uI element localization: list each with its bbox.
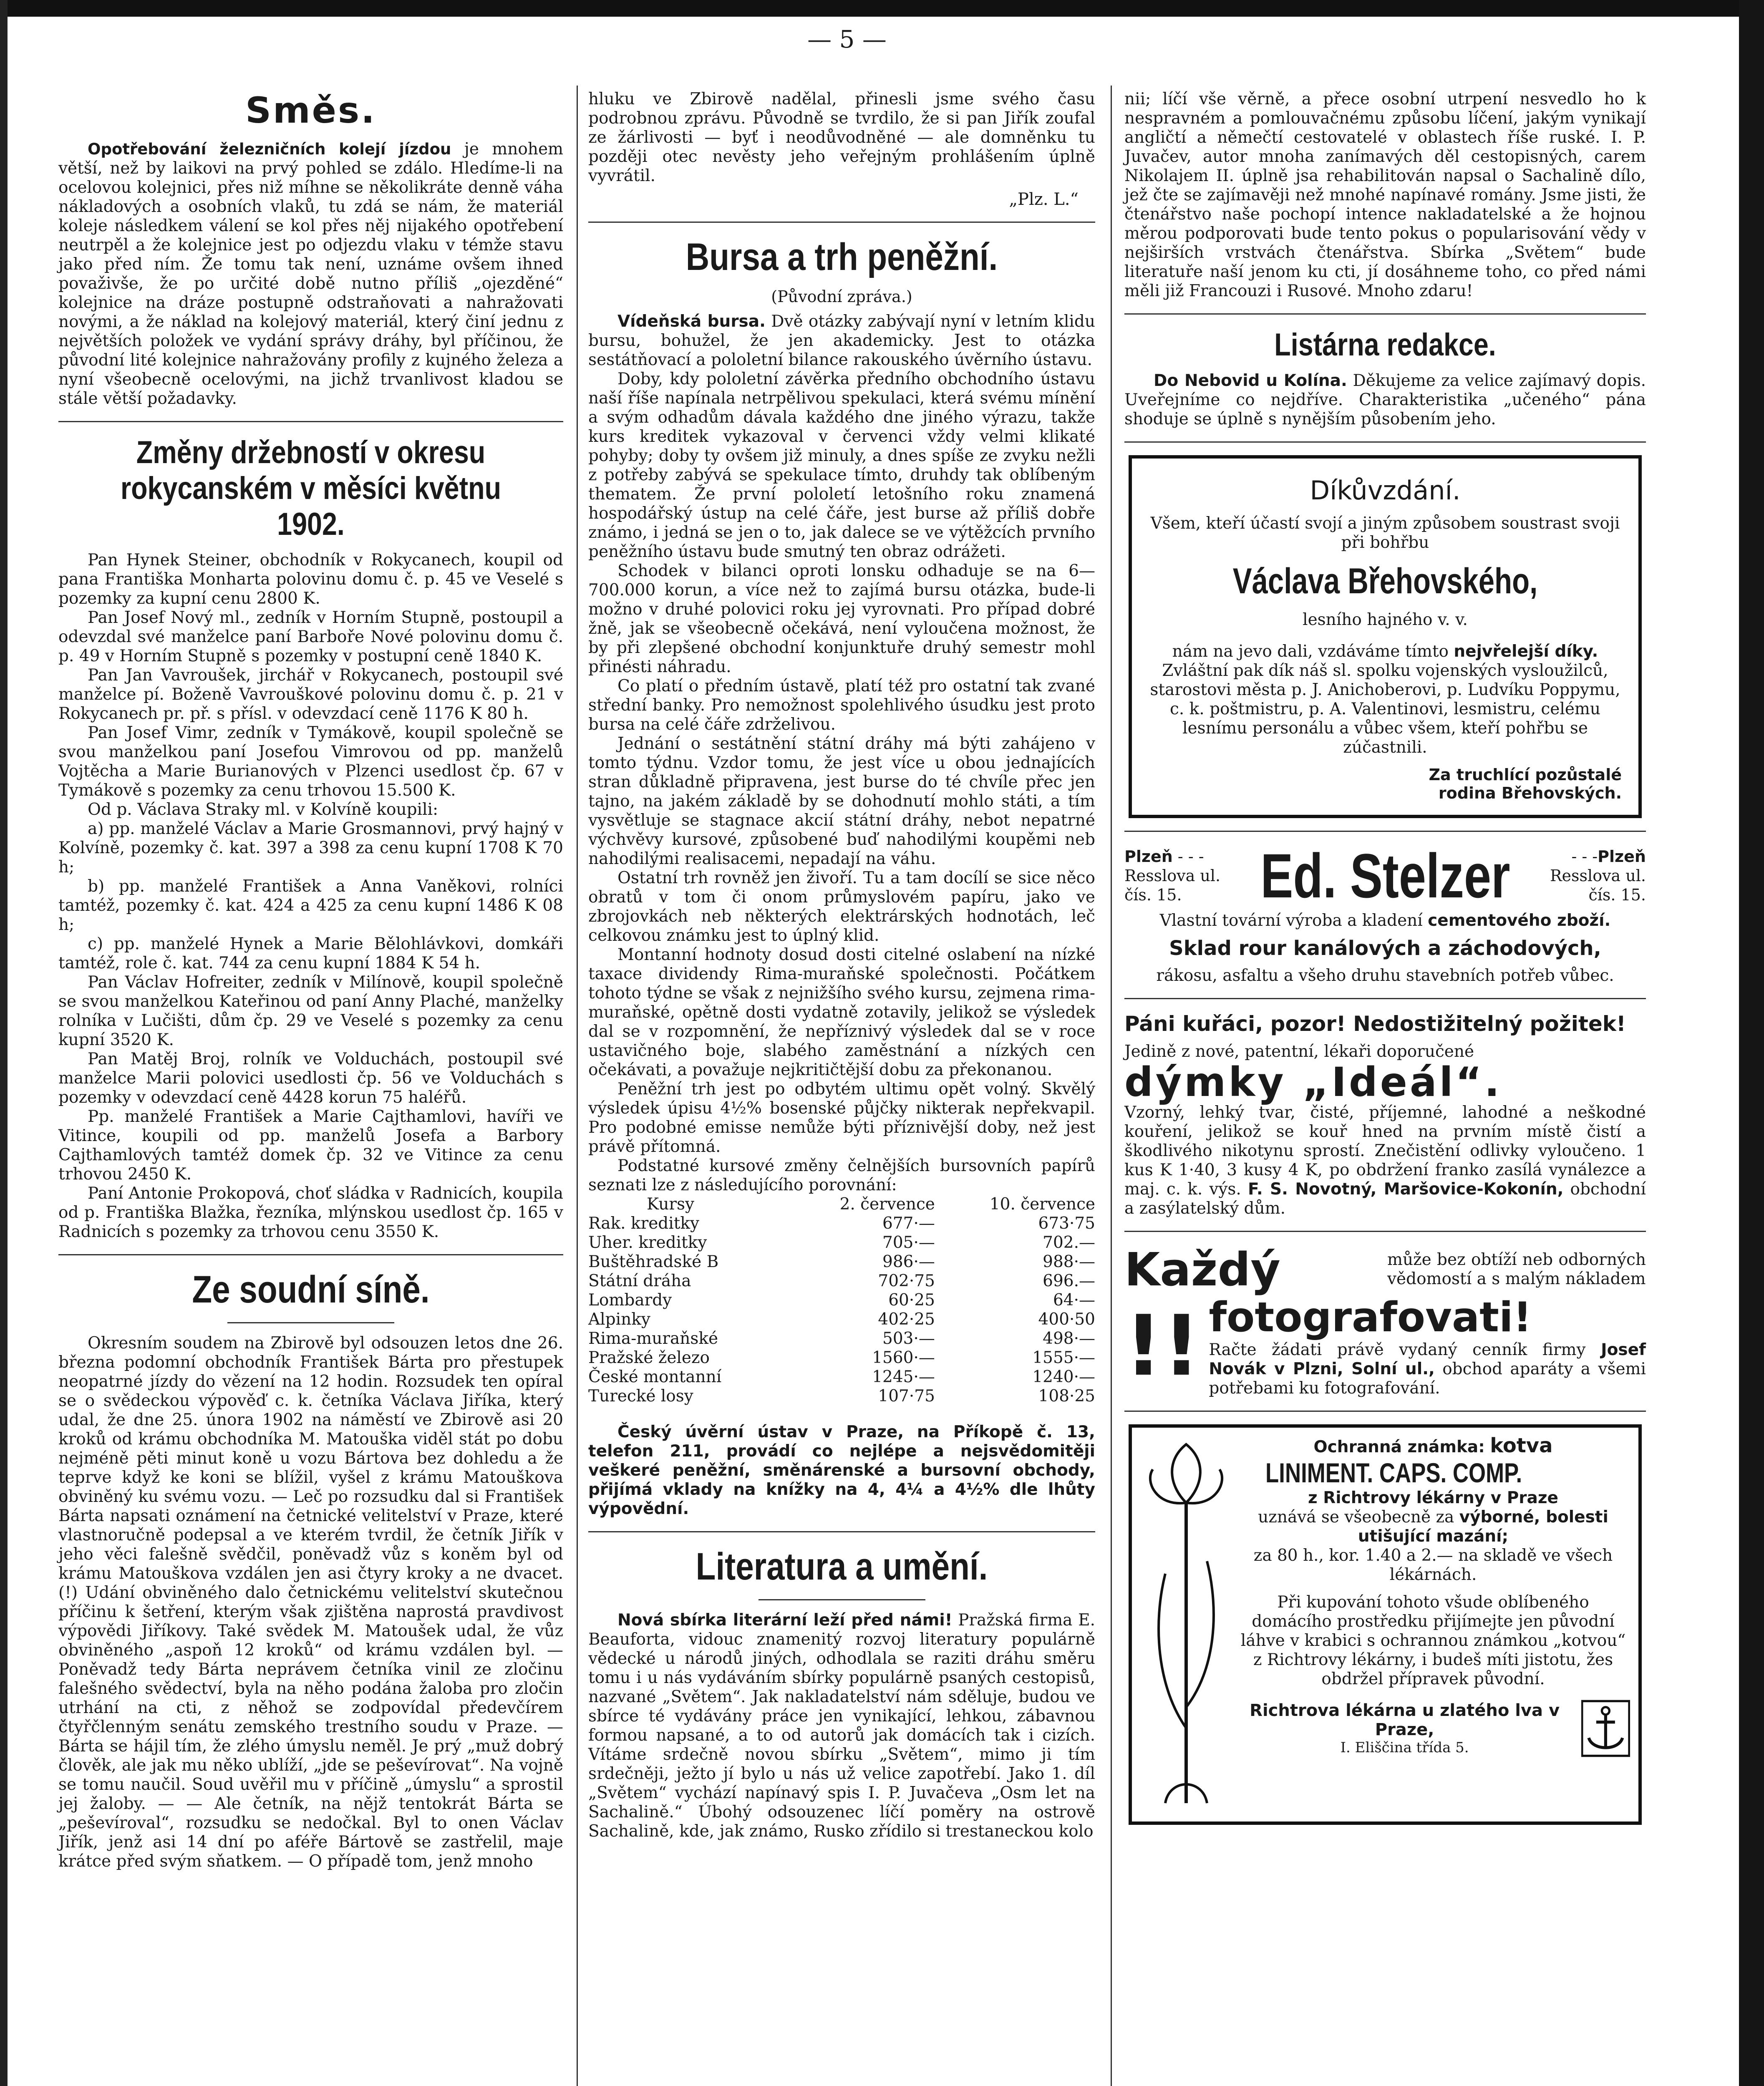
divider — [588, 1531, 1095, 1532]
kursy-value-cell: 503·— — [882, 1329, 935, 1348]
liniment-text3: Při kupování tohoto všude oblíbeného domácího prostředku přijímejte jen původní láhve v krabici s ochrannou známkou „kotvou“ z Richtrovy lékárny, i budeš míti jistotu, žes obdržel přípravek původní. — [1240, 1593, 1626, 1688]
liniment-text1-a: uznává se všeobecně za — [1258, 1508, 1454, 1527]
stelzer-line1 — [1124, 911, 1646, 930]
kursy-name-cell: Buštěhradské B — [588, 1252, 719, 1271]
literatura-text: Pražská firma E. Beaufortа, vidouc znamenitý rozvoj literatury populárně vědecké u národů jiných, odhodlala se raziti dráhu směru tomu i u nás vydáváním sbírky populárně psaných cestopisů, nazvané „Světem“. Jak nakladatelství nám sděluje, budou ve sbírce té vydávány práce jen vynikající, lehkou, zábavnou formou napsané, a to od autorů jak domácích tak i cizích. Vítáme srdečně novou sbírku „Světem“, mimo ji tím srdečněji, ježto jí bylo u nás už velice zapotřebí. Jako 1. díl „Světem“ vychází napínavý spis I. P. Juvačeva „Osm let na Sachalině.“ Úbohý odsouzenec líčí poměry na ostrově Sachalině, kde, jak známo, Rusko zřídilo si trestaneckou kolo — [588, 1611, 1095, 1841]
kursy-body — [588, 1214, 1095, 1406]
kursy-row — [588, 1329, 1095, 1348]
stelzer-right-city: Plzeň — [1598, 847, 1646, 866]
section-title-smes: Směs. — [245, 90, 376, 131]
zmeny-paragraph: Pan Václav Hofreiter, zedník v Milínově, koupil společně se svou manželkou Kateřinou od paní Anny Plaché, manželky rolníka v Lučišti, dům čp. 29 ve Veselé s pozemky za cenu kupní 3520 K. — [58, 973, 563, 1049]
kursy-value-cell: 107·75 — [878, 1387, 935, 1406]
bank-lead: Český úvěrní ústav v Praze, — [617, 1423, 904, 1441]
section-title-bursa: Bursa a trh peněžní. — [685, 236, 998, 278]
kursy-value-cell: 988·— — [1043, 1252, 1095, 1271]
column-rule-1 — [577, 86, 578, 2086]
stelzer-big: Sklad rour kanálových a záchodových, — [1169, 937, 1601, 960]
kursy-row — [588, 1348, 1095, 1368]
column-3 — [1124, 90, 1646, 1833]
stelzer-line2: rákosu, asfaltu a všeho druhu stavebních potřeb vůbec. — [1156, 966, 1614, 985]
article-rails-lead: Opotřebování železničních kolejí jízdou — [88, 140, 451, 158]
kursy-value-cell: 1240·— — [1032, 1368, 1095, 1386]
bursa-paragraph: Montanní hodnoty dosud dosti citelné oslabení na nízké taxace dividendy Rima-muraňské společnosti. Počátkem tohoto týdne se však z nejnižšího svého kursu, zejmena rima-muraňské, opětně dosti vydatně zotavily, jelikož se výsledek dal se v rozpomnění, že nepříznivý výsledek dal se v roce ustavičného boje, slabého zaměstnání a nízkých cen očekávati, a považuje nejkritičtější dobu za překonanou. — [588, 945, 1095, 1079]
ad-stelzer — [1124, 841, 1646, 985]
kursy-value-cell: 64·— — [1053, 1291, 1095, 1310]
kursy-table — [588, 1195, 1095, 1406]
divider — [1124, 1411, 1646, 1412]
kursy-value-cell: 696.— — [1043, 1272, 1095, 1290]
stelzer-left-num: čís. 15. — [1124, 886, 1182, 904]
bursa-subtitle: (Původní zpráva.) — [771, 287, 912, 306]
section-title-zmeny: Změny držebností v okresu rokycanském v měsíci květnu 1902. — [120, 435, 501, 542]
liniment-address: I. Eliščina třída 5. — [1340, 1739, 1469, 1756]
stelzer-left-city: Plzeň — [1124, 847, 1173, 866]
thanks-notice — [1129, 455, 1642, 818]
kursy-value-cell: 705·— — [882, 1233, 935, 1252]
kursy-row — [588, 1310, 1095, 1329]
divider — [1124, 998, 1646, 999]
section-title-soud: Ze soudní síně. — [192, 1268, 430, 1311]
bank-text: na Příkopě č. 13, telefon 211, provádí co nejlépe a nejsvědomitěji veškeré peněžní, směnárenské a bursovní obchody, přijímá vklady na knížky na 4, 4¼ a 4½% dle lhůty výpovědní. — [588, 1423, 1095, 1518]
kursy-header-cell: 2. července — [839, 1195, 935, 1214]
stelzer-right-street: Resslova ul. — [1550, 867, 1646, 885]
thanks-body — [1149, 642, 1622, 757]
kursy-name-cell: Státní dráha — [588, 1272, 691, 1290]
divider — [1124, 313, 1646, 315]
liniment-from: z Richtrovy lékárny v Praze — [1308, 1489, 1558, 1507]
thanks-signature — [1149, 766, 1622, 802]
ideal-maker: F. S. Novotný, Maršovice-Kokonín, — [1247, 1180, 1564, 1199]
kursy-value-cell: 1245·— — [872, 1368, 935, 1386]
liniment-flower-illustration — [1140, 1436, 1236, 1813]
page-number: — 5 — — [807, 25, 887, 53]
zmeny-paragraph: Pan Josef Vimr, zedník v Tymákově, koupil společně se svou manželkou paní Josefou Vimrovou od pp. manželů Vojtěcha a Marie Burianových v Plzenci usedlost čp. 67 v Tymákově s pozemky za cenu trhovou 15.500 K. — [58, 723, 563, 800]
zmeny-paragraph: Od p. Václava Straky ml. v Kolvíně koupili: — [88, 800, 438, 819]
listarna-entry — [1124, 371, 1646, 429]
kursy-header-cell: 10. července — [989, 1195, 1095, 1214]
stelzer-left-street: Resslova ul. — [1124, 867, 1221, 885]
divider — [1124, 441, 1646, 443]
ideal-intro: Jedině z nové, patentní, lékaři doporučené — [1124, 1042, 1474, 1061]
divider — [58, 1254, 563, 1255]
stelzer-left-address: Plzeň - - - Resslova ul. čís. 15. — [1124, 847, 1221, 904]
thanks-role: lesního hajného v. v. — [1303, 610, 1468, 629]
zmeny-paragraph: Paní Antonie Prokopová, choť sládka v Radnicích, koupila od p. Františka Blažka, řezníka, mlýnskou usedlost čp. 165 v Radnicích s pozemky za trhovou cenu 3550 K. — [58, 1184, 563, 1241]
thanks-body-1: nám na jevo dali, vzdáváme tímto — [1172, 642, 1449, 661]
liniment-name: LINIMENT. CAPS. COMP. — [1265, 1457, 1522, 1488]
foto-firm: Josef Novák v Plzni, Solní ul., — [1209, 1340, 1646, 1378]
divider — [588, 222, 1095, 223]
ad-liniment — [1129, 1424, 1642, 1825]
zmeny-paragraph: c) pp. manželé Hynek a Marie Bělohlávkovi, domkáři tamtéž, role č. kat. 744 za cenu kupní 1884 K 54 h. — [58, 935, 563, 972]
bursa-paragraphs — [588, 312, 1095, 1195]
liniment-text2: za 80 h., kor. 1.40 a 2.— na skladě ve všech lékárnách. — [1253, 1546, 1613, 1584]
kursy-row — [588, 1272, 1095, 1291]
thanks-title: Díkůvzdání. — [1310, 475, 1461, 506]
kursy-row — [588, 1252, 1095, 1272]
scan-left-edge — [0, 0, 8, 2086]
bank-notice — [588, 1423, 1095, 1519]
liniment-text-block — [1236, 1436, 1630, 1813]
kursy-row — [588, 1368, 1095, 1387]
column-2 — [588, 90, 1095, 1841]
zmeny-paragraph: Pan Josef Nový ml., zedník v Horním Stupně, postoupil a odevzdal své manželce paní Barboře Nové polovinu domu č. p. 49 v Horním Stupně s pozemky v postupní ceně 1840 K. — [58, 608, 563, 665]
scan-top-edge — [0, 0, 1764, 17]
bursa-lead: Vídeňská bursa. — [617, 312, 766, 331]
thanks-intro: Všem, kteří účastí svojí a jiným způsobem soustrast svoji při bohřbu — [1150, 514, 1620, 552]
foto-text-2: obchod aparáty a všemi potřebami ku fotografování. — [1209, 1360, 1646, 1398]
stelzer-line1-text: Vlastní tovární výroba a kladení — [1159, 911, 1423, 930]
foto-exclamation: !! — [1124, 1297, 1201, 1395]
article-rails-text: je mnohem větší, než by laikovi na prvý pohled se zdálo. Hledíme-li na ocelovou kolejnici, přes niž míhne se několikráte denně váha nákladových a osobních vlaků, tu zdá se nám, že materiál koleje následkem válení se kol přes něj nijakého opotřebení neutrpěl a že kolejnice jest po odjezdu vlaku v témže stavu jako před ním. Že tomu tak není, uznáme ovšem ihned považivše, že po určité době nutno příliš „ojezděné“ kolejnice na dráze postupně odstraňovati a nahražovati novými, a že náklad na kolejový materiál, který činí jednu z největších položek ve vydání správy dráhy, byl příčinou, že původní lité kolejnice nahražovány profily z kujného železa a nyní všeobecně ocelovými, na jichž trvanlivost kladou se stále větší požadavky. — [58, 140, 564, 408]
bursa-text: Dvě otázky zabývají nyní v letním klidu bursu, bohužel, že jen akademicky. Jest to otázka sestátňovací a pololetní bilance rakouského úvěrního ústavu. — [588, 312, 1095, 369]
divider — [1124, 831, 1646, 832]
bursa-paragraph: Co platí o předním ústavě, platí též pro ostatní tak zvané střední banky. Pro nemožnost spolehlivého úsudku jest proto bursa na celé čáře zdrželivou. — [588, 677, 1095, 734]
liniment-mark-label: Ochranná známka: — [1313, 1438, 1485, 1456]
ad-foto — [1124, 1245, 1646, 1398]
column-rule-2 — [1111, 86, 1112, 2086]
thanks-sign-2: rodina Břehovských. — [1438, 784, 1622, 802]
kursy-header-cell: Kursy — [647, 1195, 695, 1214]
foto-text-1: Račte žádati právě vydaný cenník firmy — [1209, 1340, 1586, 1359]
kursy-name-cell: Pražské železo — [588, 1348, 710, 1367]
divider — [58, 421, 563, 422]
stelzer-right-num: čís. 15. — [1588, 886, 1646, 904]
zmeny-paragraph: a) pp. manželé Václav a Marie Grosmannovi, prvý hajný v Kolvíně, pozemky č. kat. 397 a 398 za cenu kupní 1708 K 70 h; — [58, 819, 563, 877]
kursy-value-cell: 60·25 — [888, 1291, 935, 1310]
stelzer-line1-bold: cementového zboží. — [1428, 911, 1611, 930]
article-rails — [58, 140, 563, 408]
ideal-maker-tail: obchodní a zasýlatelský dům. — [1124, 1180, 1646, 1218]
foto-title: fotografovati! — [1209, 1294, 1532, 1341]
kursy-value-cell: 108·25 — [1038, 1387, 1095, 1406]
ideal-text — [1124, 1103, 1646, 1218]
ideal-head: Páni kuřáci, pozor! Nedostižitelný požitek! — [1124, 1012, 1626, 1036]
bursa-paragraph: Doby, kdy pololetní závěrka předního obchodního ústavu naší říše napínala netrpělivou spekulaci, která svému mínění a svým odhadům dávala každého dne jiného výrazu, takže kurs kreditek vykazoval v červenci vždy velmi klikaté pohyby; doby ty ovšem již minuly, a dnes spíše ze zvyku nežli z potřeby zabývá se spekulace tímto, druhdy tak oblíbeným thematem. Že první pololetí letošního roku znamená hospodářský ústup na celé čáře, jest burse až příliš dobře známo, i jedná se jen o to, jak dalece se ve výtěžcích prvního peněžního ústavu bude smutný ten obraz odrážeti. — [588, 370, 1095, 561]
bursa-paragraph: Schodek v bilanci oproti lonsku odhaduje se na 6—700.000 korun, a více než to zajímá bursu otázka, bude-li možno v druhé polovici roku jej vyrovnati. Pro případ dobré žně, jak se všeobecně očekává, není vyloučena možnost, že by při zlepšené obchodní konjunktuře druhý semestr mohl přinésti náhradu. — [588, 562, 1095, 676]
scan-right-edge — [1739, 0, 1764, 2086]
divider — [1124, 1231, 1646, 1232]
listarna-text: Děkujeme za velice zajímavý dopis. Uveřejníme co nejdříve. Charakteristika „učeného“ pána shoduje se úplně s nynějším působením jeho. — [1124, 371, 1646, 428]
kursy-value-cell: 400·50 — [1038, 1310, 1095, 1329]
liniment-text1 — [1236, 1508, 1630, 1546]
zmeny-paragraph: Pan Jan Vavroušek, jirchář v Rokycanech, postoupil své manželce pí. Boženě Vavrouškové polovinu domu č. p. 21 v Rokycanech pr. př. s přísl. v odevzdací ceně 1176 K 80 h. — [58, 666, 563, 723]
zmeny-paragraphs — [58, 551, 563, 1242]
divider-short — [759, 1599, 925, 1600]
column-1 — [58, 90, 563, 1871]
anchor-icon — [1581, 1697, 1630, 1760]
kursy-header-row — [588, 1195, 1095, 1214]
bursa-paragraph: Podstatné kursové změny čelnějších bursovních papírů seznati lze z následujícího porovnání: — [588, 1156, 1095, 1194]
zmeny-paragraph: Pan Hynek Steiner, obchodník v Rokycanech, koupil od pana Františka Monharta polovinu domu č. p. 45 ve Veselé s pozemky za kupní cenu 2800 K. — [58, 551, 563, 608]
literatura-lead: Nová sbírka literární leží před námi! — [617, 1611, 953, 1630]
foto-kazdy-side: může bez obtíží neb odborných vědomostí a s malým nákladem — [1387, 1250, 1646, 1288]
kursy-name-cell: Alpinky — [588, 1310, 650, 1329]
thanks-deceased-name: Václava Břehovského, — [1232, 561, 1538, 601]
zmeny-paragraph: Pan Matěj Broj, rolník ve Volduchách, postoupil své manželce Marii polovici usedlosti čp. 56 ve Volduchách s pozemky v odevzdací ceně 4428 korun 75 haléřů. — [58, 1050, 563, 1107]
stelzer-name: Ed. Stelzer — [1260, 841, 1510, 911]
kursy-row — [588, 1214, 1095, 1233]
thanks-body-2: Zvláštní pak dík náš sl. spolku vojenských vysloužilců, starostovi města p. J. Anichoberovi, p. Ludvíku Poppymu, c. k. poštmistru, p. A. Valentinovi, lesmistru, celému lesnímu personálu a vůbec všem, kteří pohřbu se zúčastnili. — [1150, 661, 1620, 757]
bursa-paragraph: Ostatní trh rovněž jen živoří. Tu a tam docílí se sice něco obratů v tom či onom průmyslovém papíru, jako ve zbrojovkách neb některých elektrárských hodnotách, leč celkovou známku jest to úplný klid. — [588, 869, 1095, 945]
kursy-name-cell: Rima-muraňské — [588, 1329, 718, 1348]
foto-kazdy: Každý — [1124, 1243, 1280, 1296]
ad-ideal — [1124, 1012, 1646, 1218]
bursa-paragraph: Peněžní trh jest po odbytém ultimu opět volný. Skvělý výsledek úpisu 4½% bosenské půjčky nikterak nepřekvapil. Pro podobné emisse nemůže býti příznivější doby, než jest právě přítomná. — [588, 1080, 1095, 1156]
listarna-lead: Do Nebovid u Kolína. — [1154, 371, 1347, 390]
kursy-value-cell: 986·— — [882, 1252, 935, 1271]
stelzer-right-address: - - -Plzeň Resslova ul. čís. 15. — [1550, 847, 1646, 904]
liniment-shop: Richtrova lékárna u zlatého lva v Praze, — [1250, 1701, 1560, 1739]
section-title-listarna: Listárna redakce. — [1274, 327, 1496, 363]
divider-short — [227, 1322, 394, 1323]
kursy-value-cell: 702·75 — [878, 1272, 935, 1290]
liniment-text1-bold: výborné, bolesti utišující mazání; — [1358, 1508, 1608, 1546]
flower-icon — [1140, 1436, 1232, 1811]
article-soud-continued: hluku ve Zbirově nadělal, přinesli jsme svého času podrobnou zprávu. Původně se tvrdilo, že si pan Jiřík zoufal ze žárlivosti — byť i neodůvodněné — ale domněnku tu později otec nevěsty jeho veřejným prohlášením úplně vyvrátil. — [588, 90, 1095, 185]
ideal-dymky: dýmky „Ideál“. — [1124, 1059, 1502, 1106]
thanks-sign-1: Za truchlící pozůstalé — [1429, 766, 1622, 784]
kursy-name-cell: Uher. kreditky — [588, 1233, 707, 1252]
zmeny-paragraph: b) pp. manželé František a Anna Vaněkovi, rolníci tamtéž, pozemky č. kat. 424 a 425 za cenu kupní 1486 K 08 h; — [58, 877, 563, 934]
kursy-name-cell: České montanní — [588, 1368, 722, 1386]
section-title-literatura: Literatura a umění. — [696, 1545, 988, 1588]
kursy-row — [588, 1387, 1095, 1406]
kursy-name-cell: Lombardy — [588, 1291, 672, 1310]
thanks-body-bold: nejvřelejší díky. — [1454, 642, 1598, 661]
foto-text — [1209, 1340, 1646, 1398]
article-signature: „Plz. L.“ — [1009, 190, 1079, 209]
article-literatura-continued: nii; líčí vše věrně, a přece osobní utrpení nesvedlo ho k nespravném a pomlouvačnému způsobu líčení, jakým vynikají angličtí a němečtí cestovatelé v oblastech říše ruské. I. P. Juvačev, autor mnoha zanímavých děl cestopisných, carem Nikolajem II. úplně jsa rehabilitován napsal o Sachalině dílo, jež čte se zajímavěji než mnohé napínavé romány. Jsme jisti, že čtenářstvo naše pochopí intence nakladatelské a že hojnou měrou podporovati bude tento pokus o popularisování vědy v nejširších vrstvách čtenářstva. Sbírka „Světem“ bude literatuře naší jenom ku cti, jí dosáhneme toho, co před námi měli již Francouzi i Rusové. Mnoho zdaru! — [1124, 90, 1646, 300]
kursy-value-cell: 1560·— — [872, 1348, 935, 1367]
kursy-name-cell: Rak. kreditky — [588, 1214, 700, 1233]
kursy-name-cell: Turecké losy — [588, 1387, 693, 1406]
kursy-value-cell: 673·75 — [1038, 1214, 1095, 1233]
kursy-row — [588, 1291, 1095, 1310]
liniment-mark-name: kotva — [1490, 1434, 1553, 1457]
ideal-text-body: Vzorný, lehký tvar, čisté, příjemné, lahodné a neškodné kouření, jelikož se kouř hned na prvním místě čistí a škodlivého nikotynu sprostí. Znečistění odlivky vyloučeno. 1 kus K 1·40, 3 kusy 4 K, po obdržení franko zasílá vynálezce a maj. c. k. výs. — [1124, 1103, 1646, 1199]
bursa-paragraph: Jednání o sestátnění státní dráhy má býti zahájeno v tomto týdnu. Vzdor tomu, že jest více u obou jednajících stran důkladně připravena, jest burse do té chvíle přec jen tajno, na jakém základě by se dohodnutí mohlo státi, a tím vysvětluje se stagnace akcií státní dráhy, nebot nepatrné výchvěvy kursové, způsobené buď nahodilými koupěmi neb nahodilými realisacemi, nepadají na váhu. — [588, 734, 1095, 868]
kursy-value-cell: 498·— — [1043, 1329, 1095, 1348]
liniment-mark — [1236, 1436, 1630, 1457]
kursy-value-cell: 677·— — [882, 1214, 935, 1233]
bursa-paragraph — [588, 312, 1095, 370]
zmeny-paragraph: Pp. manželé František a Marie Cajthamlovi, havíři ve Vitince, koupili od pp. manželů Josefa a Barbory Cajthamlových tamtéž domek čp. 32 ve Vitince za cenu trhovou 2450 K. — [58, 1107, 563, 1184]
article-literatura — [588, 1611, 1095, 1841]
kursy-value-cell: 402·25 — [878, 1310, 935, 1329]
kursy-row — [588, 1233, 1095, 1252]
article-soud-text: Okresním soudem na Zbirově byl odsouzen letos dne 26. března podomní obchodník František Bárta pro přestupek neopatrné jízdy do vězení na 12 hodin. Rozsudek ten opíral se o svědeckou výpověď c. k. četníka Václava Jiříka, který udal, že dne 25. února 1902 na náměstí ve Zbirově asi 20 kroků od krámu obchodníka M. Matouška viděl stát po dobu nejméně pěti minut koně u vozu Bártova bez dohledu a že teprve když ke koni se blížil, vyšel z krámu Matouškova obviněný ku svému vozu. — Leč po rozsudku dal si František Bárta napsati oznámení na četnické velitelství v Praze, které vlastnoručně podepsal a ve kterém tvrdil, že četník Jiřík v jeho věci falešně svědčil, poněvadž vůz s koněm byl od krámu Matouškova vzdálen jen asi čtyry kroky a ne dvacet. (!) Udání obviněného dalo četnickému velitelství skutečnou příčinu k šetření, kterým však zjištěna naprostá pravdivost výpovědi Jiříkovy. Také svědek M. Matoušek udal, že vůz obviněného „aspoň 12 kroků“ od krámu vzdálen byl. — Poněvadž tedy Bárta neprávem četníka vinil ze zločinu falešného svědectví, byla na něho podána žaloba pro zločin utrhání na cti, z něhož se zodpovídal předevčírem čtyřčlenným senátu zemského trestního soudu v Praze. — Bárta se hájil tím, že zlého úmyslu neměl. Je prý „muž dobrý člověk, ale jak mu něko ublíží, „jde se peševírovat“. Na vojně se tomu naučil. Soud uvěřil mu v příčině „úmyslu“ a sprostil jej žaloby. — — Ale četník, na nějž tentokrát Bárta se „peševíroval“, rozsudku se nedočkal. Byl to onen Václav Jiřík, jenž asi 14 dní po aféře Bártově se zastřelil, maje krátce před svým sňatkem. — O případě tom, jenž mnoho — [58, 1334, 563, 1871]
kursy-value-cell: 1555·— — [1032, 1348, 1095, 1367]
kursy-value-cell: 702.— — [1043, 1233, 1095, 1252]
